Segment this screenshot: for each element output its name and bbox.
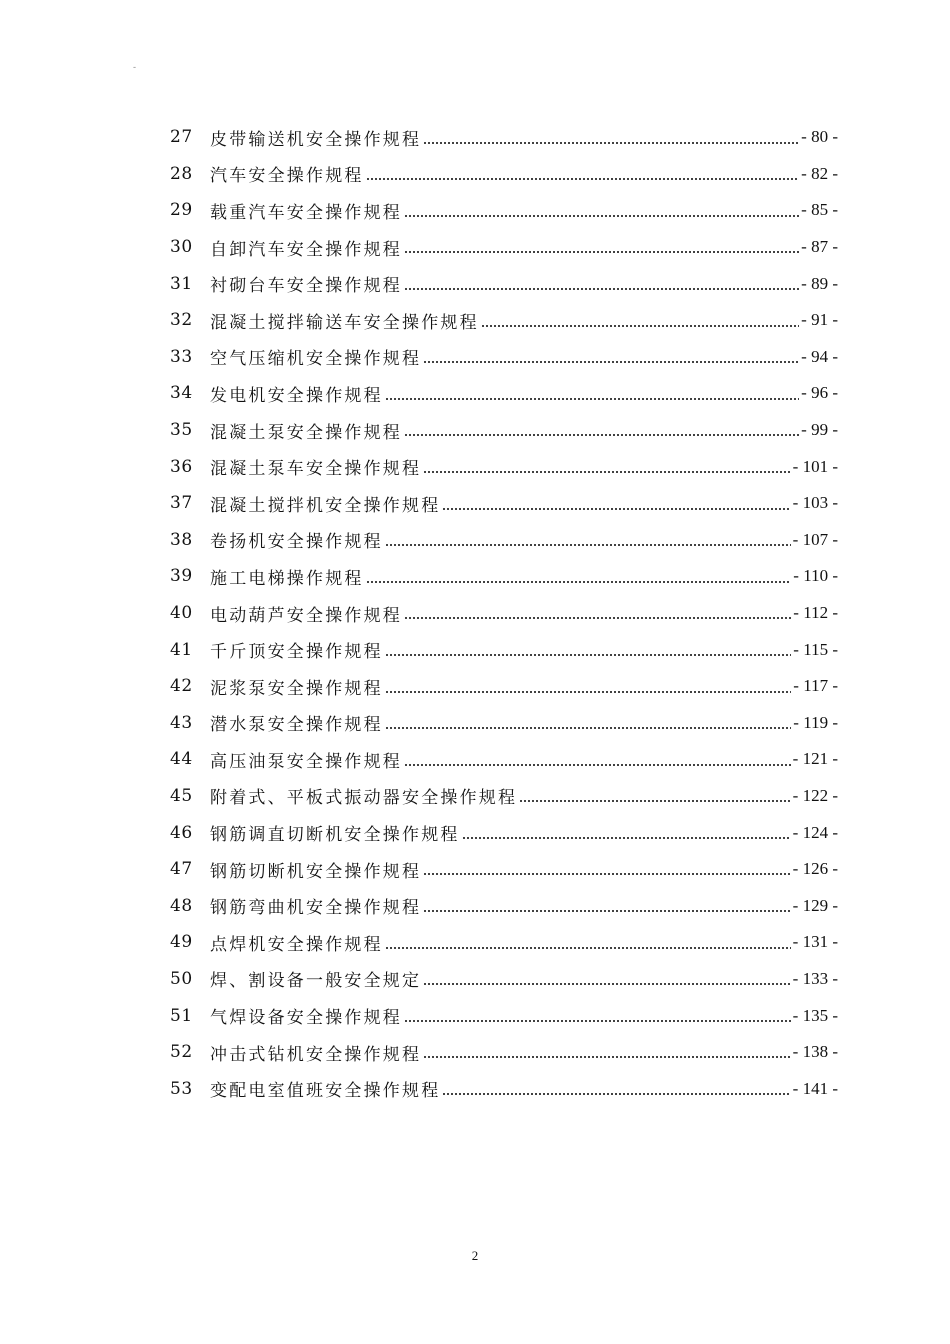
toc-entry-number: 45 — [170, 785, 193, 806]
toc-entry[interactable] — [170, 339, 838, 376]
toc-entry-number: 46 — [170, 822, 193, 843]
toc-entry-number: 33 — [170, 346, 193, 367]
toc-dot-leader — [385, 947, 791, 949]
toc-entry[interactable] — [170, 558, 838, 595]
toc-entry-page: - 129 - — [792, 895, 838, 915]
toc-dot-leader — [404, 617, 791, 619]
toc-entry[interactable] — [170, 412, 838, 449]
toc-entry-title: 载重汽车安全操作规程 — [210, 202, 402, 223]
toc-entry[interactable] — [170, 1070, 838, 1107]
toc-entry-number: 35 — [170, 420, 193, 441]
toc-entry-title: 衬砌台车安全操作规程 — [210, 276, 402, 297]
page-number: 2 — [471, 1248, 479, 1263]
toc-entry-number: 53 — [170, 1078, 193, 1099]
toc-entry[interactable] — [170, 887, 838, 924]
toc-entry[interactable] — [170, 522, 838, 559]
toc-entry-number: 38 — [170, 529, 193, 550]
toc-entry-number: 40 — [170, 603, 193, 624]
toc-entry-page: - 110 - — [793, 566, 838, 586]
toc-entry[interactable] — [170, 668, 838, 705]
toc-entry-page: - 122 - — [792, 785, 838, 805]
toc-entry[interactable] — [170, 375, 838, 412]
toc-entry-page: - 124 - — [792, 822, 838, 842]
toc-dot-leader — [404, 434, 799, 436]
toc-entry[interactable] — [170, 595, 838, 632]
toc-dot-leader — [442, 508, 790, 510]
toc-entry[interactable] — [170, 741, 838, 778]
toc-entry-page: - 121 - — [792, 749, 838, 769]
toc-entry-page: - 103 - — [792, 493, 838, 513]
toc-entry-number: 50 — [170, 968, 193, 989]
toc-dot-leader — [519, 800, 790, 802]
toc-entry[interactable] — [170, 265, 838, 302]
toc-entry[interactable] — [170, 485, 838, 522]
toc-entry-page: - 141 - — [792, 1078, 838, 1098]
toc-entry-number: 41 — [170, 639, 193, 660]
toc-entry[interactable] — [170, 1034, 838, 1071]
toc-entry-title: 汽车安全操作规程 — [210, 166, 364, 187]
toc-entry-number: 48 — [170, 895, 193, 916]
toc-entry-title: 混凝土泵车安全操作规程 — [210, 459, 422, 480]
toc-entry-number: 44 — [170, 749, 193, 770]
toc-entry-page: - 96 - — [801, 383, 838, 403]
toc-entry-page: - 135 - — [792, 1005, 838, 1025]
toc-dot-leader — [423, 361, 799, 363]
toc-entry-title: 焊、割设备一般安全规定 — [210, 971, 422, 992]
toc-dot-leader — [385, 654, 791, 656]
toc-entry-title: 点焊机安全操作规程 — [210, 934, 383, 955]
toc-dot-leader — [423, 910, 790, 912]
toc-entry-number: 52 — [170, 1042, 193, 1063]
toc-entry-page: - 91 - — [801, 310, 838, 330]
toc-dot-leader — [366, 178, 800, 180]
toc-entry-page: - 115 - — [793, 639, 838, 659]
toc-entry-page: - 112 - — [793, 603, 838, 623]
toc-entry-title: 混凝土泵安全操作规程 — [210, 422, 402, 443]
toc-dot-leader — [385, 544, 791, 546]
toc-entry-page: - 87 - — [801, 237, 838, 257]
toc-entry-page: - 133 - — [792, 968, 838, 988]
toc-entry[interactable] — [170, 924, 838, 961]
toc-dot-leader — [423, 873, 790, 875]
toc-entry[interactable] — [170, 778, 838, 815]
toc-dot-leader — [385, 398, 799, 400]
toc-entry-number: 28 — [170, 163, 193, 184]
toc-entry-page: - 101 - — [792, 456, 838, 476]
toc-entry-title: 高压油泵安全操作规程 — [210, 751, 402, 772]
toc-entry-number: 32 — [170, 310, 193, 331]
toc-entry-page: - 107 - — [792, 529, 838, 549]
toc-entry-title: 泥浆泵安全操作规程 — [210, 678, 383, 699]
toc-entry-number: 47 — [170, 859, 193, 880]
toc-entry-title: 千斤顶安全操作规程 — [210, 642, 383, 663]
toc-entry-page: - 89 - — [801, 273, 838, 293]
toc-entry[interactable] — [170, 631, 838, 668]
toc-entry-number: 36 — [170, 456, 193, 477]
toc-entry-page: - 131 - — [792, 932, 838, 952]
toc-dot-leader — [404, 215, 799, 217]
toc-entry-title: 钢筋切断机安全操作规程 — [210, 861, 422, 882]
toc-entry-title: 潜水泵安全操作规程 — [210, 715, 383, 736]
toc-entry-number: 27 — [170, 127, 193, 148]
toc-dot-leader — [423, 1056, 790, 1058]
toc-dot-leader — [385, 727, 791, 729]
table-of-contents — [170, 119, 838, 1107]
toc-entry-title: 变配电室值班安全操作规程 — [210, 1081, 441, 1102]
toc-dot-leader — [462, 837, 791, 839]
toc-dot-leader — [385, 691, 791, 693]
toc-entry-number: 51 — [170, 1005, 193, 1026]
toc-entry[interactable] — [170, 814, 838, 851]
toc-entry-page: - 117 - — [793, 676, 838, 696]
toc-entry[interactable] — [170, 302, 838, 339]
toc-entry-number: 31 — [170, 273, 193, 294]
toc-entry-page: - 94 - — [801, 346, 838, 366]
toc-entry-number: 34 — [170, 383, 193, 404]
toc-entry-number: 37 — [170, 493, 193, 514]
toc-entry-title: 钢筋弯曲机安全操作规程 — [210, 898, 422, 919]
toc-dot-leader — [423, 142, 799, 144]
toc-entry[interactable] — [170, 961, 838, 998]
toc-entry-page: - 85 - — [801, 200, 838, 220]
toc-dot-leader — [481, 325, 799, 327]
toc-entry-title: 气焊设备安全操作规程 — [210, 1008, 402, 1029]
toc-dot-leader — [366, 581, 792, 583]
toc-entry[interactable] — [170, 448, 838, 485]
toc-dot-leader — [404, 764, 791, 766]
toc-entry-number: 42 — [170, 676, 193, 697]
corner-mark: - — [133, 63, 137, 73]
toc-entry-title: 卷扬机安全操作规程 — [210, 532, 383, 553]
toc-entry-title: 钢筋调直切断机安全操作规程 — [210, 825, 460, 846]
toc-entry-title: 冲击式钻机安全操作规程 — [210, 1044, 422, 1065]
toc-entry-page: - 99 - — [801, 420, 838, 440]
toc-entry-title: 自卸汽车安全操作规程 — [210, 239, 402, 260]
toc-dot-leader — [423, 983, 790, 985]
toc-entry-number: 49 — [170, 932, 193, 953]
toc-entry-title: 混凝土搅拌机安全操作规程 — [210, 495, 441, 516]
toc-dot-leader — [404, 251, 799, 253]
toc-entry-title: 空气压缩机安全操作规程 — [210, 349, 422, 370]
toc-entry[interactable] — [170, 156, 838, 193]
toc-entry-title: 电动葫芦安全操作规程 — [210, 605, 402, 626]
toc-entry-title: 附着式、平板式振动器安全操作规程 — [210, 788, 518, 809]
toc-entry-title: 施工电梯操作规程 — [210, 568, 364, 589]
toc-entry-page: - 119 - — [793, 712, 838, 732]
toc-entry[interactable] — [170, 997, 838, 1034]
toc-entry-page: - 138 - — [792, 1042, 838, 1062]
toc-dot-leader — [404, 1020, 791, 1022]
toc-dot-leader — [423, 471, 790, 473]
toc-entry-page: - 126 - — [792, 859, 838, 879]
toc-entry[interactable] — [170, 705, 838, 742]
toc-entry-page: - 82 - — [801, 163, 838, 183]
toc-entry[interactable] — [170, 119, 838, 156]
toc-entry-title: 皮带输送机安全操作规程 — [210, 129, 422, 150]
toc-entry-title: 混凝土搅拌输送车安全操作规程 — [210, 312, 479, 333]
toc-entry-number: 39 — [170, 566, 193, 587]
toc-entry[interactable] — [170, 851, 838, 888]
toc-entry-title: 发电机安全操作规程 — [210, 385, 383, 406]
toc-entry[interactable] — [170, 192, 838, 229]
toc-dot-leader — [404, 288, 799, 290]
toc-entry[interactable] — [170, 229, 838, 266]
toc-entry-number: 29 — [170, 200, 193, 221]
toc-entry-page: - 80 - — [801, 127, 838, 147]
toc-entry-number: 30 — [170, 237, 193, 258]
toc-entry-number: 43 — [170, 712, 193, 733]
toc-dot-leader — [442, 1093, 790, 1095]
